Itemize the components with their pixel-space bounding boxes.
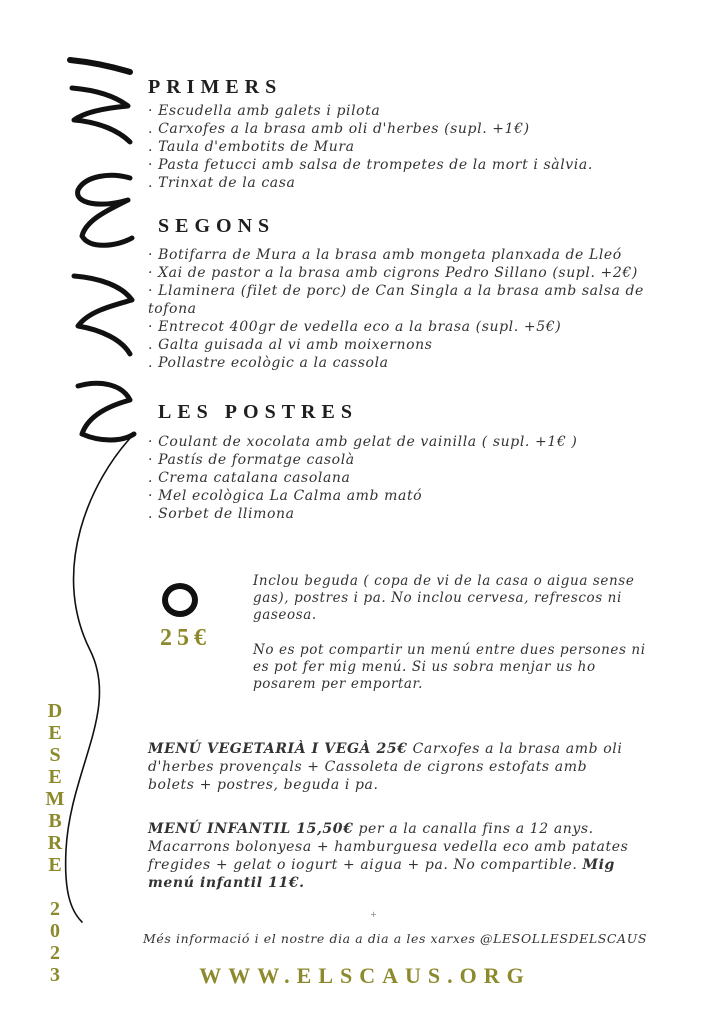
month-letter: 2 — [50, 898, 60, 920]
social-info: Més informació i el nostre dia a dia a les xarxes @LESOLLESDELSCAUS — [143, 931, 647, 946]
list-item: . Pollastre ecològic a la cassola — [148, 355, 389, 371]
month-letter: 3 — [50, 964, 60, 986]
segons-title: SEGONS — [158, 215, 276, 237]
kids-menu-text: per a la canalla fins a 12 anys. Macarrons bolonyesa + hamburguesa vedella eco amb patates fregides + gelat o iogurt + aigua + pa. No compartible. — [148, 821, 629, 873]
month-letter: 0 — [50, 920, 60, 942]
month-letter: 2 — [50, 942, 60, 964]
month-letter: S — [49, 744, 61, 766]
vegetarian-menu-title: MENÚ VEGETARIÀ I VEGÀ 25€ — [148, 741, 408, 757]
month-letter: D — [47, 700, 63, 722]
list-item: · Coulant de xocolata amb gelat de vainilla ( supl. +1€ ) — [148, 434, 578, 450]
kids-menu-title: MENÚ INFANTIL 15,50€ — [148, 821, 354, 837]
postres-title: LES POSTRES — [158, 401, 358, 423]
vegetarian-menu — [148, 740, 638, 794]
vegetarian-menu-text: Carxofes a la brasa amb oli d'herbes provençals + Cassoleta de cigrons estofats amb bolets + postres, beguda i pa. — [148, 741, 623, 793]
month-letter: E — [48, 766, 62, 788]
primers-title: PRIMERS — [148, 76, 283, 98]
list-item: . Carxofes a la brasa amb oli d'herbes (supl. +1€) — [148, 121, 530, 137]
sharing-note: No es pot compartir un menú entre dues persones ni es pot fer mig menú. Si us sobra menjar us ho posarem per emportar. — [253, 642, 646, 692]
divider-mark: + — [370, 910, 377, 919]
month-letter — [44, 876, 66, 898]
list-item: · Entrecot 400gr de vedella eco a la brasa (supl. +5€) — [148, 319, 562, 335]
circle-ornament-icon — [162, 583, 198, 617]
list-item: · Mel ecològica La Calma amb mató — [148, 488, 423, 504]
kids-half-menu: Mig menú infantil 11€. — [148, 857, 615, 891]
month-letter: R — [47, 832, 63, 854]
list-item: . Trinxat de la casa — [148, 175, 296, 191]
list-item: · Escudella amb galets i pilota — [148, 103, 381, 119]
list-item: . Taula d'embotits de Mura — [148, 139, 355, 155]
month-letter: E — [48, 854, 62, 876]
kids-menu — [148, 820, 638, 892]
list-item: . Sorbet de llimona — [148, 506, 295, 522]
segons-list — [148, 246, 688, 372]
list-item: . Galta guisada al vi amb moixernons — [148, 337, 433, 353]
list-item: · Xai de pastor a la brasa amb cigrons Pedro Sillano (supl. +2€) — [148, 265, 638, 281]
list-item: . Crema catalana casolana — [148, 470, 351, 486]
postres-list — [148, 433, 688, 523]
includes-note: Inclou beguda ( copa de vi de la casa o aigua sense gas), postres i pa. No inclou cervesa, refrescos ni gaseosa. — [253, 573, 635, 623]
menu-price: 25€ — [160, 625, 211, 651]
primers-list — [148, 102, 688, 192]
list-item: · Botifarra de Mura a la brasa amb mongeta planxada de Lleó — [148, 247, 622, 263]
list-item: · Llaminera (filet de porc) de Can Singla a la brasa amb salsa de tofona — [148, 283, 644, 317]
website-link[interactable]: WWW.ELSCAUS.ORG — [199, 963, 531, 988]
list-item: · Pasta fetucci amb salsa de trompetes de la mort i sàlvia. — [148, 157, 593, 173]
month-letter: B — [48, 810, 62, 832]
month-letter: M — [45, 788, 65, 810]
month-letter: E — [48, 722, 62, 744]
list-item: · Pastís de formatge casolà — [148, 452, 355, 468]
